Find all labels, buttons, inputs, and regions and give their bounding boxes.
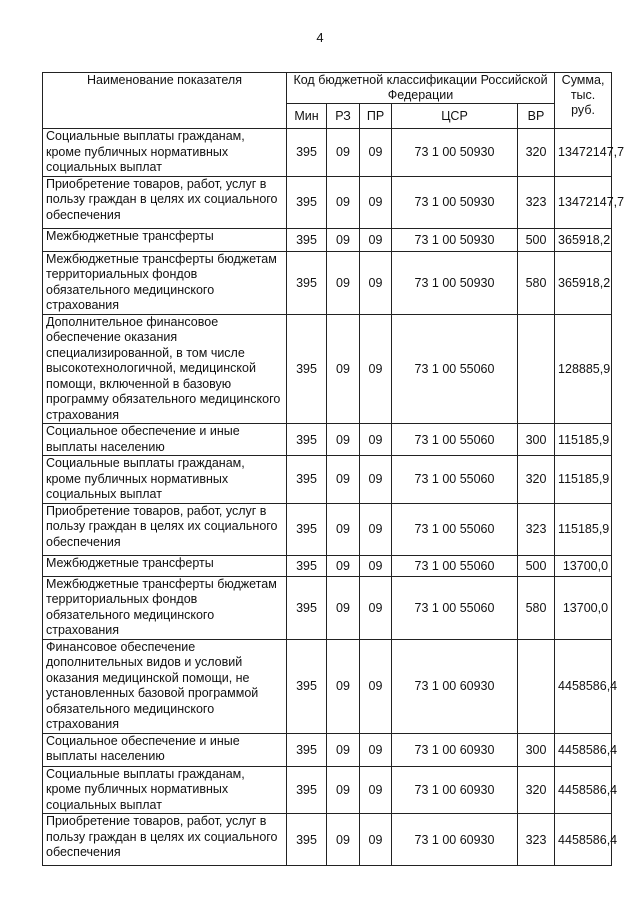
row-vr: 323 xyxy=(518,814,555,866)
row-sum: 13472147,7 xyxy=(555,129,612,177)
row-vr: 580 xyxy=(518,576,555,639)
row-pr: 09 xyxy=(360,251,392,314)
header-min: Мин xyxy=(287,104,327,129)
header-row-main xyxy=(43,73,612,104)
row-sum: 4458586,4 xyxy=(555,814,612,866)
row-min: 395 xyxy=(287,129,327,177)
row-vr xyxy=(518,639,555,733)
row-min: 395 xyxy=(287,766,327,814)
row-pr: 09 xyxy=(360,129,392,177)
row-rz: 09 xyxy=(327,456,360,504)
table-row xyxy=(43,424,612,456)
row-vr: 500 xyxy=(518,228,555,251)
row-name: Межбюджетные трансферты xyxy=(43,555,287,576)
table-row xyxy=(43,129,612,177)
table-row xyxy=(43,576,612,639)
table-row xyxy=(43,503,612,555)
row-pr: 09 xyxy=(360,814,392,866)
row-pr: 09 xyxy=(360,314,392,424)
row-rz: 09 xyxy=(327,314,360,424)
header-name: Наименование показателя xyxy=(43,73,287,129)
row-sum: 365918,2 xyxy=(555,228,612,251)
row-csr: 73 1 00 50930 xyxy=(392,176,518,228)
row-csr: 73 1 00 55060 xyxy=(392,503,518,555)
header-sum: Сумма, тыс. руб. xyxy=(555,73,612,129)
row-rz: 09 xyxy=(327,639,360,733)
row-sum: 115185,9 xyxy=(555,503,612,555)
row-vr: 580 xyxy=(518,251,555,314)
row-name: Межбюджетные трансферты бюджетам территориальных фондов обязательного медицинского страхования xyxy=(43,251,287,314)
row-name: Социальные выплаты гражданам, кроме публичных нормативных социальных выплат xyxy=(43,129,287,177)
row-csr: 73 1 00 60930 xyxy=(392,814,518,866)
row-name: Дополнительное финансовое обеспечение оказания специализированной, в том числе высокотехнологичной, медицинской помощи, включенной в базовую программу обязательного медицинского страхования xyxy=(43,314,287,424)
row-csr: 73 1 00 55060 xyxy=(392,456,518,504)
table-row xyxy=(43,814,612,866)
table-row xyxy=(43,555,612,576)
row-csr: 73 1 00 60930 xyxy=(392,639,518,733)
table-row xyxy=(43,228,612,251)
row-min: 395 xyxy=(287,555,327,576)
row-rz: 09 xyxy=(327,424,360,456)
row-pr: 09 xyxy=(360,639,392,733)
header-pr: ПР xyxy=(360,104,392,129)
row-pr: 09 xyxy=(360,424,392,456)
row-min: 395 xyxy=(287,456,327,504)
row-name: Приобретение товаров, работ, услуг в пользу граждан в целях их социального обеспечения xyxy=(43,176,287,228)
row-name: Социальное обеспечение и иные выплаты населению xyxy=(43,733,287,766)
row-rz: 09 xyxy=(327,228,360,251)
row-pr: 09 xyxy=(360,176,392,228)
row-csr: 73 1 00 55060 xyxy=(392,424,518,456)
row-rz: 09 xyxy=(327,576,360,639)
table-body xyxy=(43,129,625,866)
header-rz: РЗ xyxy=(327,104,360,129)
table-row xyxy=(43,176,612,228)
row-rz: 09 xyxy=(327,176,360,228)
row-min: 395 xyxy=(287,251,327,314)
row-sum: 4458586,4 xyxy=(555,766,612,814)
row-name: Социальные выплаты гражданам, кроме публичных нормативных социальных выплат xyxy=(43,766,287,814)
row-min: 395 xyxy=(287,814,327,866)
row-vr: 320 xyxy=(518,766,555,814)
row-name: Приобретение товаров, работ, услуг в пользу граждан в целях их социального обеспечения xyxy=(43,814,287,866)
row-pr: 09 xyxy=(360,228,392,251)
row-vr: 300 xyxy=(518,424,555,456)
row-rz: 09 xyxy=(327,814,360,866)
row-pr: 09 xyxy=(360,456,392,504)
row-rz: 09 xyxy=(327,251,360,314)
row-min: 395 xyxy=(287,576,327,639)
table-row xyxy=(43,639,612,733)
table-row xyxy=(43,733,612,766)
header-vr: ВР xyxy=(518,104,555,129)
row-pr: 09 xyxy=(360,733,392,766)
row-vr: 300 xyxy=(518,733,555,766)
row-rz: 09 xyxy=(327,503,360,555)
row-csr: 73 1 00 50930 xyxy=(392,228,518,251)
row-name: Межбюджетные трансферты xyxy=(43,228,287,251)
page-number: 4 xyxy=(316,30,324,45)
row-sum: 365918,2 xyxy=(555,251,612,314)
row-sum: 4458586,4 xyxy=(555,733,612,766)
row-pr: 09 xyxy=(360,576,392,639)
row-csr: 73 1 00 55060 xyxy=(392,576,518,639)
row-csr: 73 1 00 60930 xyxy=(392,766,518,814)
row-vr: 320 xyxy=(518,129,555,177)
row-name: Социальные выплаты гражданам, кроме публичных нормативных социальных выплат xyxy=(43,456,287,504)
row-name: Социальное обеспечение и иные выплаты населению xyxy=(43,424,287,456)
row-rz: 09 xyxy=(327,555,360,576)
row-sum: 13700,0 xyxy=(555,555,612,576)
budget-table xyxy=(42,72,625,866)
row-sum: 13472147,7 xyxy=(555,176,612,228)
row-pr: 09 xyxy=(360,503,392,555)
row-vr: 323 xyxy=(518,176,555,228)
table-row xyxy=(43,456,612,504)
row-pr: 09 xyxy=(360,766,392,814)
row-name: Межбюджетные трансферты бюджетам территориальных фондов обязательного медицинского страхования xyxy=(43,576,287,639)
row-rz: 09 xyxy=(327,129,360,177)
header-csr: ЦСР xyxy=(392,104,518,129)
row-pr: 09 xyxy=(360,555,392,576)
row-vr xyxy=(518,314,555,424)
row-csr: 73 1 00 55060 xyxy=(392,314,518,424)
row-rz: 09 xyxy=(327,733,360,766)
row-sum: 4458586,4 xyxy=(555,639,612,733)
row-name: Приобретение товаров, работ, услуг в пользу граждан в целях их социального обеспечения xyxy=(43,503,287,555)
row-vr: 500 xyxy=(518,555,555,576)
row-csr: 73 1 00 50930 xyxy=(392,129,518,177)
row-rz: 09 xyxy=(327,766,360,814)
header-code: Код бюджетной классификации Российской Федерации xyxy=(287,73,555,104)
table-row xyxy=(43,766,612,814)
table-row xyxy=(43,314,612,424)
row-csr: 73 1 00 55060 xyxy=(392,555,518,576)
row-name: Финансовое обеспечение дополнительных видов и условий оказания медицинской помощи, не установленных базовой программой обязательного медицинского страхования xyxy=(43,639,287,733)
row-min: 395 xyxy=(287,314,327,424)
row-sum: 13700,0 xyxy=(555,576,612,639)
row-csr: 73 1 00 60930 xyxy=(392,733,518,766)
row-min: 395 xyxy=(287,176,327,228)
row-min: 395 xyxy=(287,733,327,766)
row-sum: 115185,9 xyxy=(555,424,612,456)
row-sum: 128885,9 xyxy=(555,314,612,424)
row-sum: 115185,9 xyxy=(555,456,612,504)
row-csr: 73 1 00 50930 xyxy=(392,251,518,314)
row-vr: 320 xyxy=(518,456,555,504)
row-min: 395 xyxy=(287,639,327,733)
row-vr: 323 xyxy=(518,503,555,555)
row-min: 395 xyxy=(287,503,327,555)
row-min: 395 xyxy=(287,424,327,456)
row-min: 395 xyxy=(287,228,327,251)
table-row xyxy=(43,251,612,314)
